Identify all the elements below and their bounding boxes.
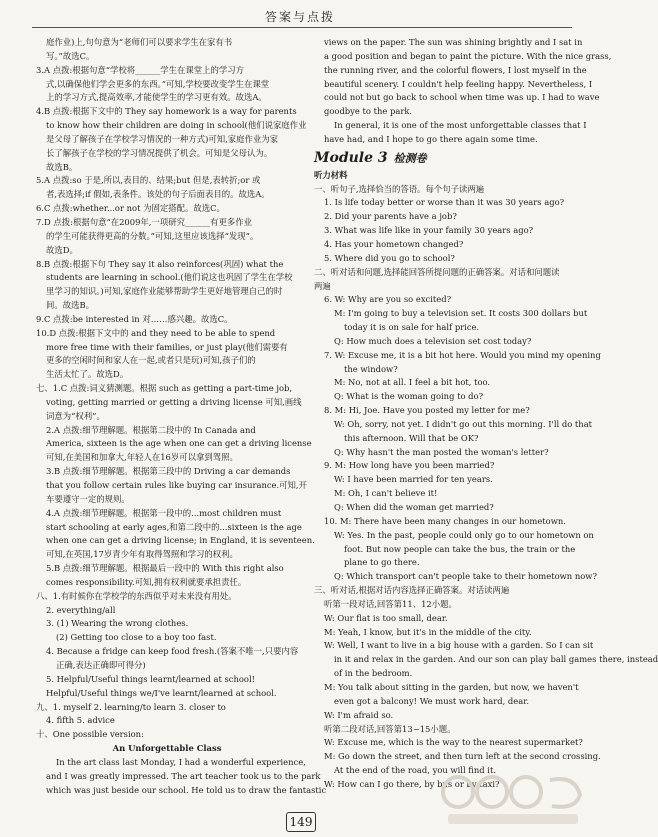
text-line: 4.B 点拨:根据下文中的 They say homework is a way for parents xyxy=(36,106,297,117)
listening-material xyxy=(314,169,658,792)
watermark-logo xyxy=(440,770,590,830)
text-line: In the art class last Monday, I had a wonderful experience, xyxy=(56,756,306,767)
text-line: 一、听句子,选择恰当的答语。每个句子读两遍 xyxy=(314,183,485,194)
text-line: goodbye to the park. xyxy=(324,106,413,117)
text-line: 正确,表达正确即可得分) xyxy=(56,659,146,670)
text-line: 5.B 点拨:细节理解题。根据最后一段中的 With this right also xyxy=(46,563,284,574)
text-line: more free time with their families, or just play(他们需要有 xyxy=(46,341,288,352)
text-line: 故选D。 xyxy=(46,244,78,255)
text-line: of in the bedroom. xyxy=(334,668,413,679)
header-title: 答案与点拨 xyxy=(264,10,335,24)
text-line: 3. (1) Wearing the wrong clothes. xyxy=(46,618,189,629)
text-line: W: Oh, sorry, not yet. I didn't go out this morning. I'll do that xyxy=(334,418,593,429)
text-line: 听第一段对话,回答第11、12小题。 xyxy=(324,598,457,609)
text-line: 的学生可能获得更高的分数。”可知,这里应该选择“发现”。 xyxy=(46,230,259,241)
text-line: 里学习的知识。)可知,家庭作业能够帮助学生更好地管理自己的时 xyxy=(46,286,283,297)
text-line: 两遍 xyxy=(314,280,331,291)
text-line: W: Our flat is too small, dear. xyxy=(324,612,448,623)
text-line: when one can get a driving license; in England, it is seventeen. xyxy=(46,535,315,546)
text-line: 二、听对话和问题,选择能回答所提问题的正确答案。对话和问题读 xyxy=(314,266,560,277)
text-line: 10. M: There have been many changes in our hometown. xyxy=(324,515,566,526)
text-line: 生活太忙了。故选D。 xyxy=(46,369,129,380)
text-line: Q: Which transport can't people take to their hometown now? xyxy=(334,571,597,582)
text-line: the running river, and the colorful flowers, I lost myself in the xyxy=(324,64,587,75)
text-line: (2) Getting too close to a boy too fast. xyxy=(56,632,217,643)
text-line: W: I'm afraid so. xyxy=(324,709,394,720)
text-line: 4. Has your hometown changed? xyxy=(324,238,464,249)
module-heading xyxy=(314,147,576,169)
text-line: 7. W: Excuse me, it is a bit hot here. Would you mind my opening xyxy=(324,349,601,360)
text-line: W: Yes. In the past, people could only go to our hometown on xyxy=(334,529,594,540)
text-line: 听力材料 xyxy=(314,169,348,180)
text-line: M: Yeah, I know, but it's in the middle of the city. xyxy=(324,626,532,637)
text-line: M: You talk about sitting in the garden, but now, we haven't xyxy=(324,681,579,692)
text-line: 3.B 点拨:细节理解题。根据第三段中的 Driving a car demands xyxy=(46,466,291,477)
text-line: even got a balcony! We must work hard, dear. xyxy=(334,695,529,706)
text-line: 词意为“权利”。 xyxy=(46,410,105,421)
text-line: 七、1.C 点拨:词义猜测题。根据 such as getting a part-time job, xyxy=(36,383,293,394)
text-line: 2. everything/all xyxy=(46,604,116,615)
text-line: the window? xyxy=(344,363,398,374)
page-header xyxy=(0,0,600,30)
text-line: 者,表选择;if 假如,表条件。该处的句子后面表目的。故选A。 xyxy=(46,189,270,200)
module-subtitle: 检测卷 xyxy=(393,151,427,165)
text-line: voting, getting married or getting a driving license 可知,画线 xyxy=(46,396,302,407)
text-line: 9. M: How long have you been married? xyxy=(324,460,495,471)
header-rule xyxy=(32,27,572,28)
text-line: plane to go there. xyxy=(344,557,420,568)
text-line: 是父母了解孩子在学校学习情况的一种方式)可知,家庭作业为家 xyxy=(46,133,279,144)
text-line: 九、1. myself 2. learning/to learn 3. closer to xyxy=(36,701,226,712)
text-line: Helpful/Useful things we/I've learnt/learned at school. xyxy=(46,687,277,698)
text-line: 4.A 点拨:细节理解题。根据第一段中的...most children must xyxy=(46,507,282,518)
text-line: 2. Did your parents have a job? xyxy=(324,211,457,222)
text-line: 更多的空闲时间和家人在一起,或者只是玩)可知,孩子们的 xyxy=(46,355,256,366)
text-line: 八、1.有时候你在学校学的东西似乎对未来没有用处。 xyxy=(36,590,237,601)
text-line: comes responsibility.可知,拥有权利就要承担责任。 xyxy=(46,576,247,587)
text-line: 4. fifth 5. advice xyxy=(46,715,115,726)
text-line: start schooling at early ages,和第二段中的...sixteen is the age xyxy=(46,521,302,532)
text-line: 7.D 点拨:根据句意“在2009年,一项研究______有更多作业 xyxy=(36,216,252,227)
text-line: and I was greatly impressed. The art teacher took us to the park xyxy=(46,770,321,781)
text-line: Q: When did the woman get married? xyxy=(334,502,494,512)
text-line: this afternoon. Will that be OK? xyxy=(344,432,479,443)
text-line: 4. Because a fridge can keep food fresh.(答案不唯一,只要内容 xyxy=(46,646,299,657)
text-line: M: No, not at all. I feel a bit hot, too. xyxy=(334,377,491,388)
text-line: 可知,在美国和加拿大,年轻人在16岁可以拿到驾照。 xyxy=(46,452,238,463)
text-line: 9.C 点拨:be interested in 对……感兴趣。故选C。 xyxy=(36,313,233,324)
text-line: W: I have been married for ten years. xyxy=(334,474,493,485)
essay-continuation xyxy=(314,36,612,147)
text-line: 三、听对话,根据对话内容选择正确答案。对话读两遍 xyxy=(314,585,510,596)
text-line: Q: Why hasn't the man posted the woman's letter? xyxy=(334,446,549,457)
text-line: in it and relax in the garden. And our son can play ball games there, instead xyxy=(334,654,658,665)
text-line: 3. What was life like in your family 30 years ago? xyxy=(324,225,534,236)
text-line: In general, it is one of the most unforgettable classes that I xyxy=(334,120,587,131)
text-line: 1. Is life today better or worse than it was 30 years ago? xyxy=(324,197,565,208)
text-line: 长了解孩子在学校的学习情况提供了机会。可知是父母认为。 xyxy=(46,147,273,158)
text-line: 3.A 点拨:根据句意“学校将______学生在课堂上的学习方 xyxy=(36,64,245,75)
text-line: W: Excuse me, which is the way to the nearest supermarket? xyxy=(324,737,583,748)
text-line: Q: How much does a television set cost today? xyxy=(334,335,532,346)
text-line: beautiful scenery. I couldn't help feeling happy. Nevertheless, I xyxy=(324,78,593,89)
text-line: An Unforgettable Class xyxy=(112,743,222,754)
text-line: foot. But now people can take the bus, the train or the xyxy=(344,543,576,554)
text-line: have had, and I hope to go there again some time. xyxy=(324,133,538,144)
text-line: 写。”故选C。 xyxy=(46,50,95,61)
text-line: a good position and began to paint the picture. With the nice grass, xyxy=(324,50,612,61)
text-line: 5. Helpful/Useful things learnt/learned at school! xyxy=(46,673,255,684)
text-line: 故选B。 xyxy=(46,161,78,172)
page-number: 149 xyxy=(286,812,316,832)
text-line: 庭作业)上,句句意为“老师们可以要求学生在家有书 xyxy=(46,37,233,47)
text-line: 5. Where did you go to school? xyxy=(324,252,455,263)
text-line: could not but go back to school when time was up. I had to wave xyxy=(324,92,600,103)
text-line: 可知,在英国,17岁青少年有取得驾照和学习的权利。 xyxy=(46,549,238,560)
text-line: 8.B 点拨:根据下句 They say it also reinforces(巩固) what the xyxy=(36,258,284,269)
text-line: 2.A 点拨:细节理解题。根据第二段中的 In Canada and xyxy=(46,424,256,435)
text-line: views on the paper. The sun was shining brightly and I sat in xyxy=(324,37,583,47)
text-line: today it is on sale for half price. xyxy=(344,322,480,333)
right-column xyxy=(314,36,658,792)
text-line: Q: What is the woman going to do? xyxy=(334,391,484,402)
text-line: 5.A 点拨:so 于是,所以,表目的、结果;but 但是,表转折;or 或 xyxy=(36,175,261,186)
text-line: 6. W: Why are you so excited? xyxy=(324,294,452,305)
text-line: 式,以确保他们学会更多的东西。”可知,学校要改变学生在课堂 xyxy=(46,78,270,89)
text-line: to know how their children are doing in school(他们说家庭作业 xyxy=(46,120,307,131)
text-line: M: I'm going to buy a television set. It costs 300 dollars but xyxy=(334,308,588,319)
text-line: M: Go down the street, and then turn left at the second crossing. xyxy=(324,751,601,762)
text-line: America, sixteen is the age when one can get a driving license xyxy=(46,438,312,449)
text-line: which was just beside our school. He told us to draw the fantastic xyxy=(46,784,327,795)
text-line: 8. M: Hi, Joe. Have you posted my letter for me? xyxy=(324,405,530,416)
text-line: 上的学习方式,提高效率,才能使学生的学习更有效。故选A。 xyxy=(46,92,267,103)
text-line: W: How can I go there, by bus or by taxi? xyxy=(324,778,500,789)
text-line: 6.C 点拨:whether...or not 为固定搭配。故选C。 xyxy=(36,203,225,214)
text-line: that you follow certain rules like buying car insurance.可知,开 xyxy=(46,480,307,490)
text-line: 听第二段对话,回答第13~15小题。 xyxy=(324,723,456,734)
text-line: 车要遵守一定的规则。 xyxy=(46,493,130,504)
text-line: students are learning in school.(他们说这也巩固了学生在学校 xyxy=(46,272,293,283)
text-line: M: Oh, I can't believe it! xyxy=(334,488,438,499)
text-line: W: Well, I want to live in a big house with a garden. So I can sit xyxy=(324,640,594,651)
text-line: 10.D 点拨:根据下文中的 and they need to be able to spend xyxy=(36,327,276,338)
module-title: Module 3 xyxy=(314,149,388,166)
text-line: 间。故选B。 xyxy=(46,300,95,311)
text-line: At the end of the road, you will find it. xyxy=(334,765,496,776)
text-line: 十、One possible version: xyxy=(36,729,144,740)
